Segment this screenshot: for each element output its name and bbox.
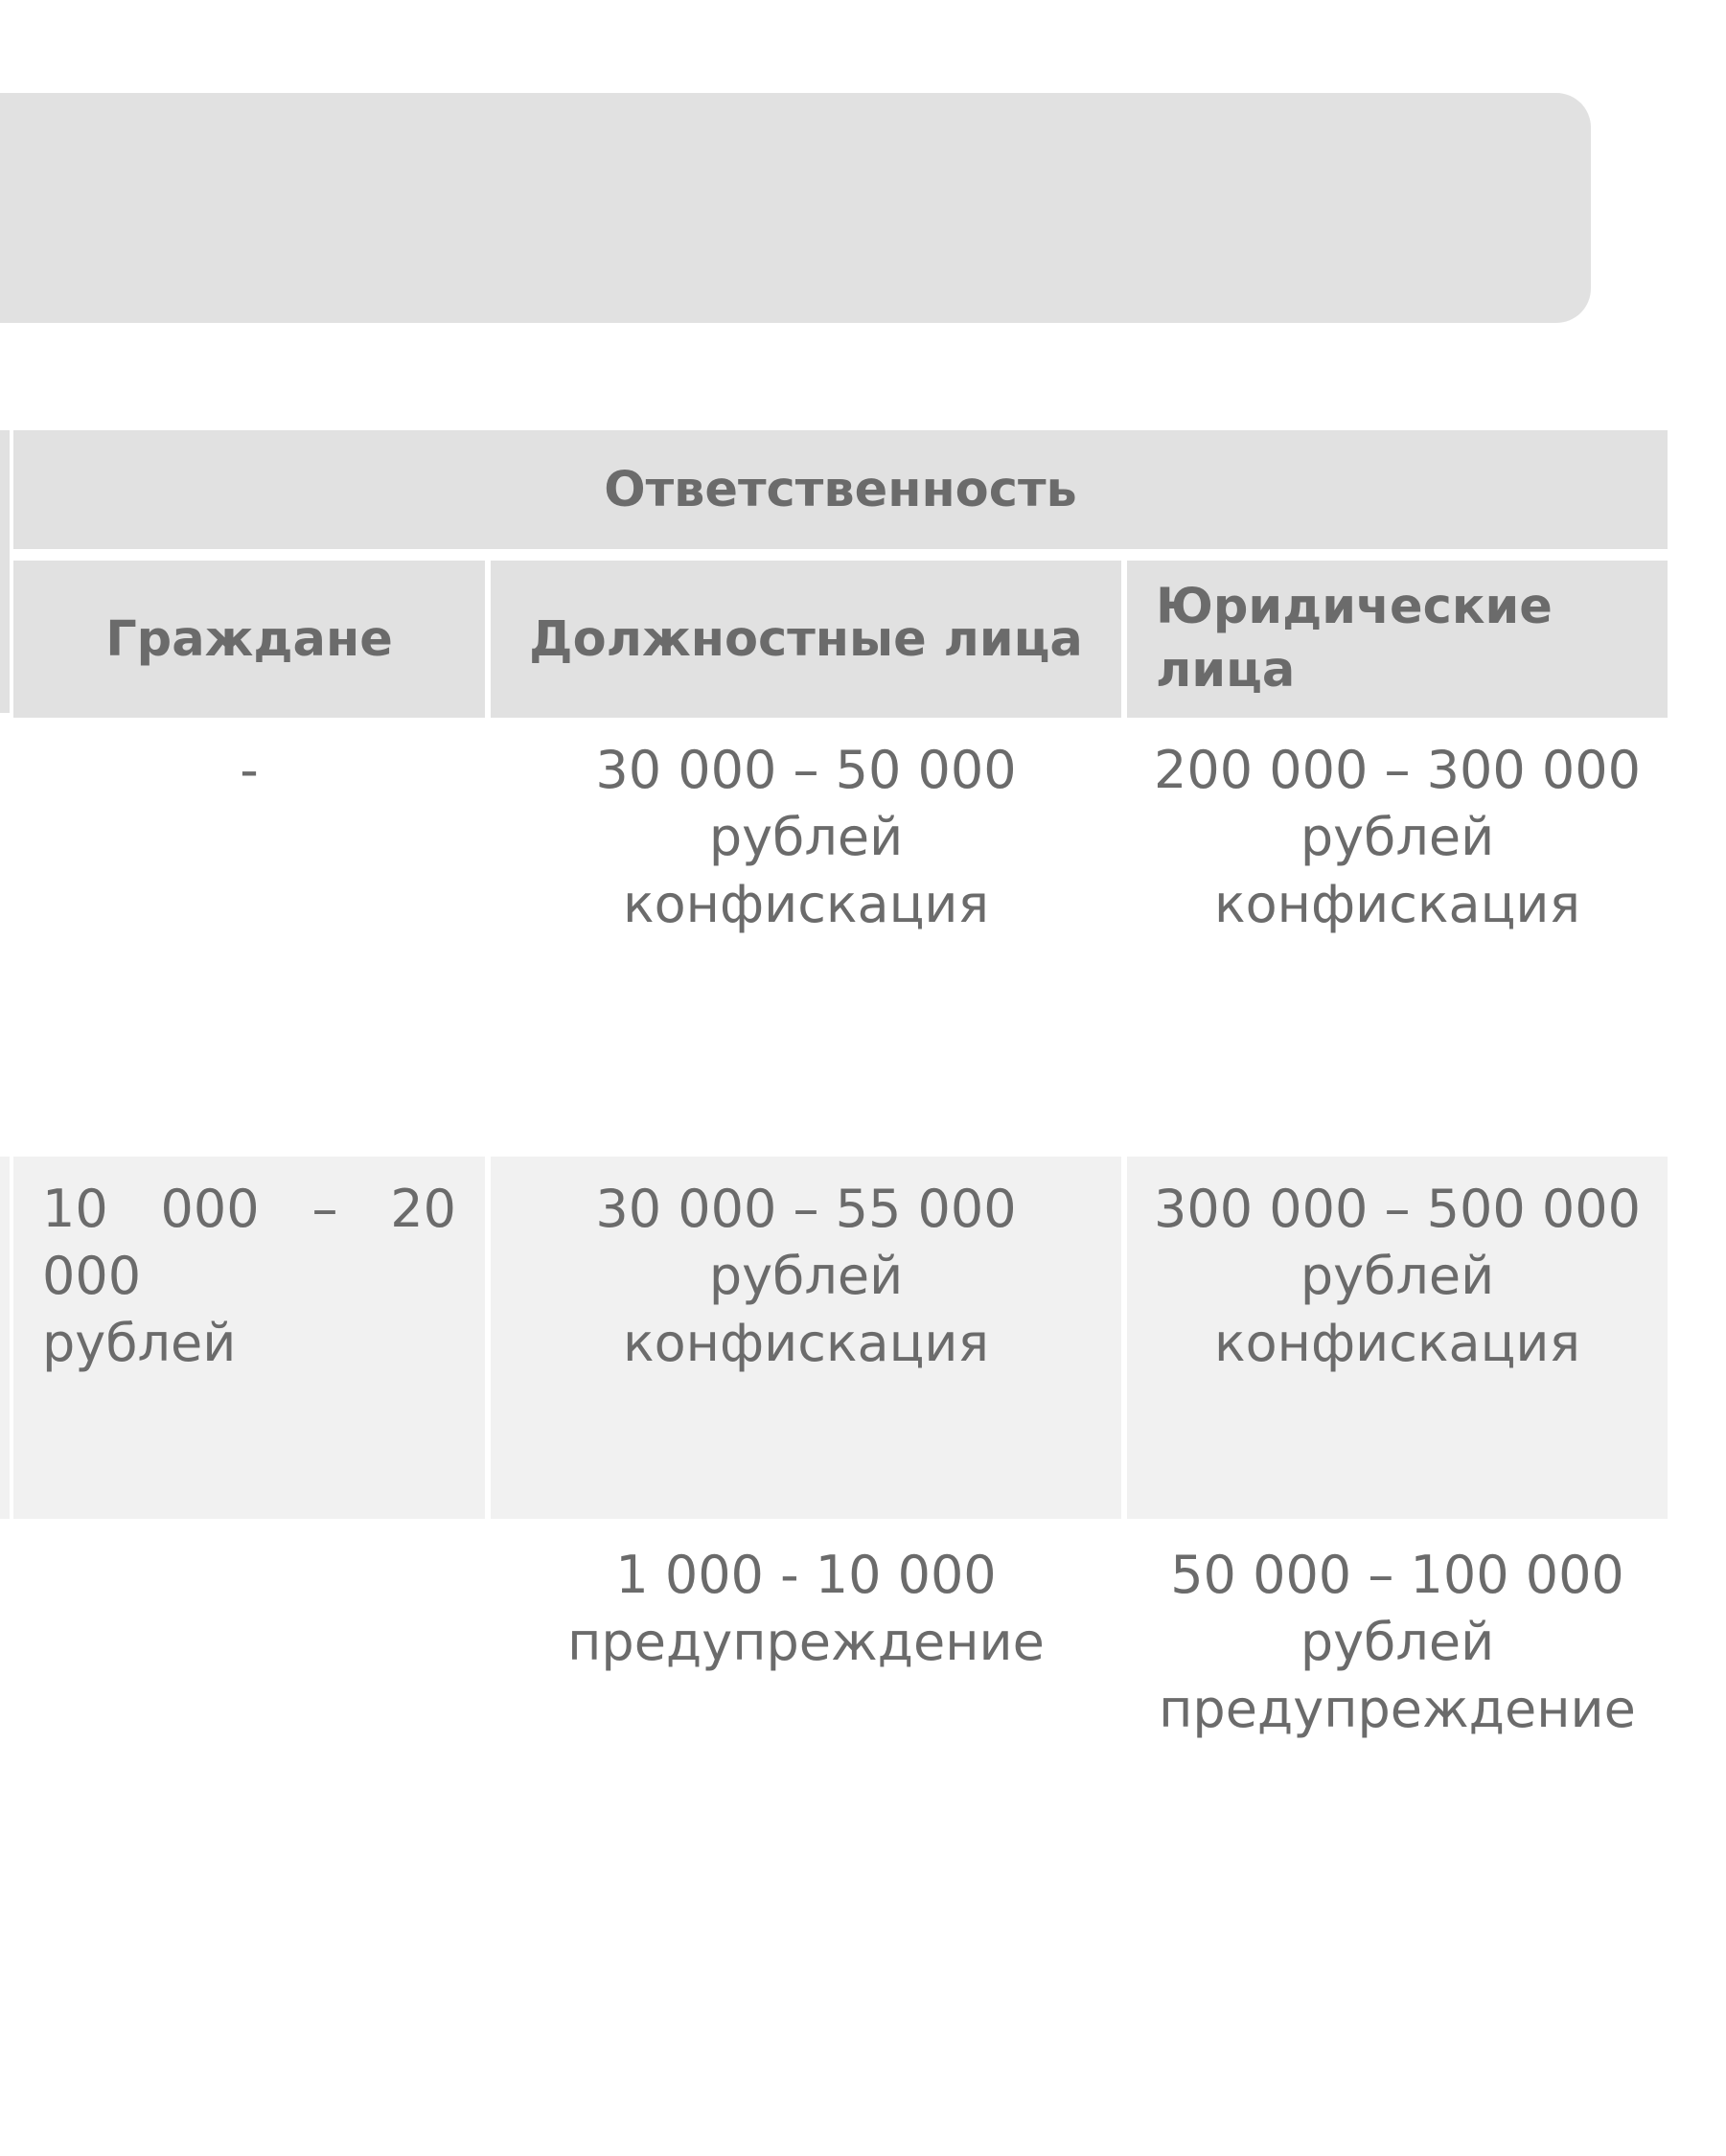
column-header-label: Граждане: [105, 610, 393, 668]
cell-line: 300 000 – 500 000: [1154, 1179, 1641, 1239]
cell-line: рублей: [708, 807, 904, 867]
cell-line: 30 000 – 50 000: [595, 740, 1017, 800]
cell-line: 1 000 - 10 000: [615, 1545, 997, 1605]
table-cell-legal-entities: [1127, 1523, 1668, 1810]
column-header-legal-entities: [1127, 561, 1668, 718]
cell-line: 200 000 – 300 000: [1154, 740, 1641, 800]
left-column-stub: [0, 1157, 10, 1519]
table-cell-citizens: [13, 1157, 485, 1519]
cell-line: конфискация: [623, 1313, 989, 1373]
column-header-citizens: [13, 561, 485, 718]
column-header-label: Должностные лица: [529, 610, 1083, 668]
responsibility-title: Ответственность: [604, 461, 1077, 518]
column-header-officials: [491, 561, 1121, 718]
cell-line: предупреждение: [1159, 1679, 1636, 1739]
table-cell-officials: [491, 1157, 1121, 1519]
cell-line: 30 000 – 55 000: [595, 1179, 1017, 1239]
title-banner: [0, 93, 1591, 323]
cell-line: предупреждение: [567, 1612, 1045, 1672]
cell-line: рублей: [708, 1246, 904, 1306]
table-cell-citizens: [13, 1523, 485, 1810]
cell-line: 50 000 – 100 000: [1170, 1545, 1624, 1605]
cell-line: рублей: [1300, 1246, 1495, 1306]
cell-line: конфискация: [1214, 1313, 1580, 1373]
left-column-stub: [0, 430, 10, 713]
cell-line: рублей: [1300, 1612, 1495, 1672]
cell-line: рублей: [42, 1313, 237, 1373]
table-cell-officials: [491, 718, 1121, 1157]
table-cell-citizens: [13, 718, 485, 1157]
table-cell-legal-entities: [1127, 1157, 1668, 1519]
table-cell-officials: [491, 1523, 1121, 1810]
cell-line: рублей: [1300, 807, 1495, 867]
column-header-label: Юридические лица: [1156, 579, 1553, 699]
responsibility-header: [13, 430, 1668, 549]
table-cell-legal-entities: [1127, 718, 1668, 1157]
cell-line: конфискация: [623, 874, 989, 934]
cell-line: -: [240, 740, 259, 800]
cell-line: 10 000 – 20 000: [42, 1179, 456, 1306]
cell-line: конфискация: [1214, 874, 1580, 934]
